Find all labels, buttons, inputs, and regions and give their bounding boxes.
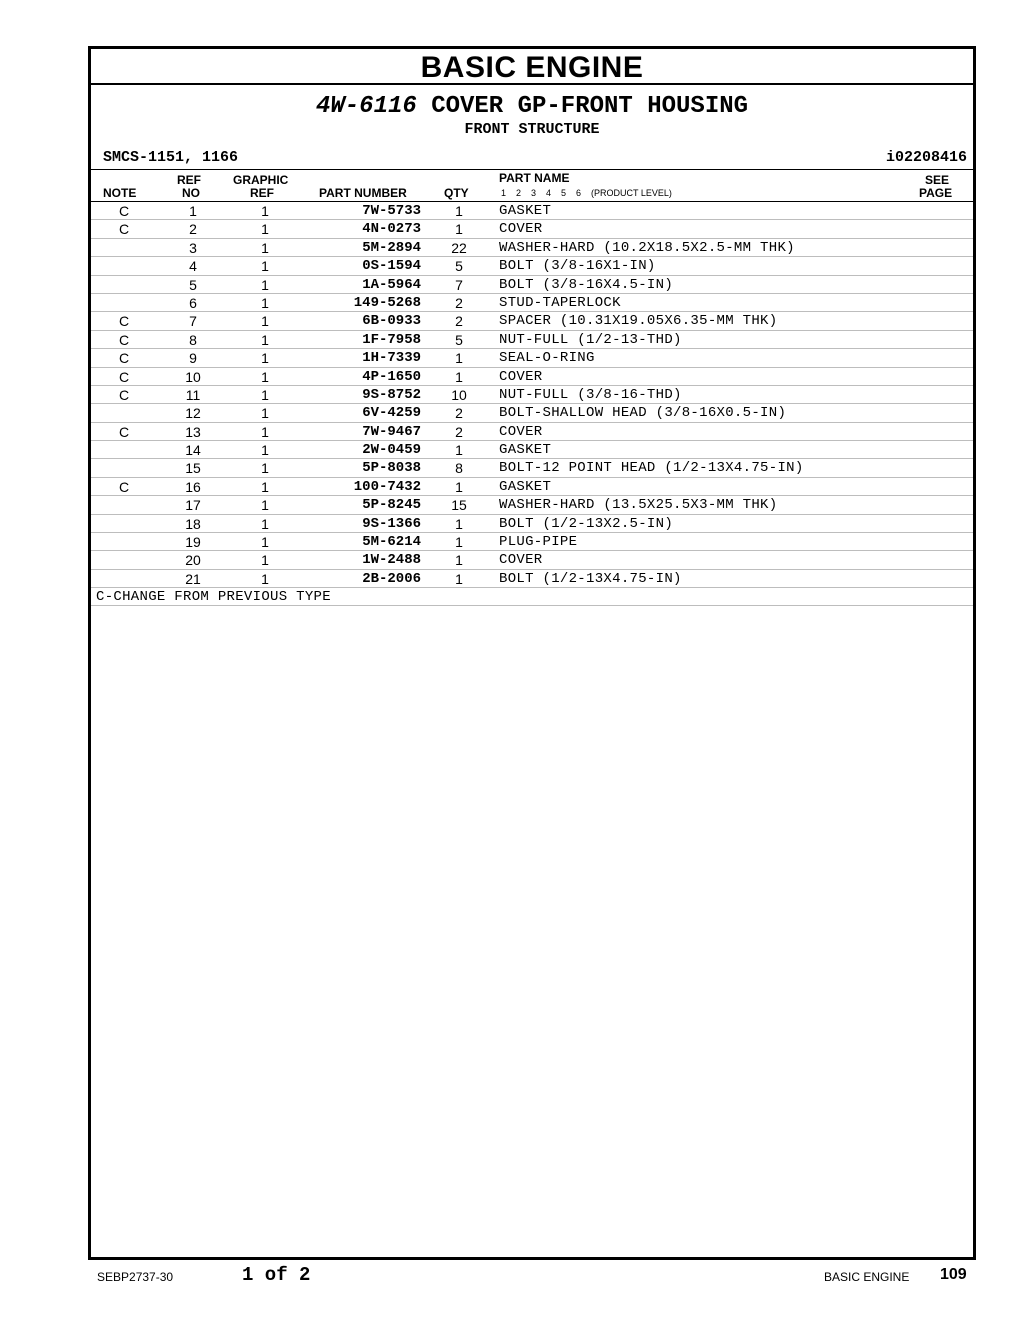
part-number-cell: 5M-6214 (362, 534, 421, 551)
qty-cell: 1 (455, 221, 463, 238)
footer-doc-id: SEBP2737-30 (97, 1270, 174, 1284)
table-row (91, 533, 973, 551)
graphic-ref-cell: 1 (261, 221, 269, 238)
graphic-ref-cell: 1 (261, 239, 269, 256)
part-number-cell: 2B-2006 (362, 570, 421, 587)
note-cell: C (118, 203, 130, 219)
part-number-cell: 149-5268 (353, 294, 421, 311)
qty-cell: 2 (455, 405, 463, 422)
ref-no-cell: 14 (185, 442, 201, 459)
qty-cell: 22 (451, 239, 467, 256)
qty-cell: 7 (455, 276, 463, 293)
graphic-ref-cell: 1 (261, 405, 269, 422)
part-name-cell: BOLT (1/2-13X2.5-IN) (499, 515, 674, 532)
part-number-cell: 100-7432 (353, 478, 421, 495)
qty-cell: 1 (455, 368, 463, 385)
part-number-cell: 5M-2894 (362, 239, 421, 256)
part-name-cell: BOLT-SHALLOW HEAD (3/8-16X0.5-IN) (499, 405, 787, 422)
qty-cell: 8 (455, 460, 463, 477)
header-part-name: PART NAME (499, 171, 570, 185)
header-see-bottom: PAGE (919, 186, 953, 200)
graphic-ref-cell: 1 (261, 534, 269, 551)
part-number-cell: 1A-5964 (362, 276, 421, 293)
part-name-cell: SEAL-O-RING (499, 350, 595, 367)
part-name-cell: COVER (499, 552, 543, 569)
graphic-ref-cell: 1 (261, 497, 269, 514)
part-number-cell: 2W-0459 (362, 442, 421, 459)
note-cell: C (118, 386, 130, 403)
graphic-ref-cell: 1 (261, 552, 269, 569)
table-row (91, 441, 973, 459)
qty-cell: 10 (451, 386, 467, 403)
header-graphic-bottom: REF (250, 186, 274, 200)
group-part-number: 4W-6116 (315, 93, 417, 120)
part-name-cell: BOLT (3/8-16X1-IN) (499, 258, 656, 275)
part-name-cell: BOLT (1/2-13X4.75-IN) (499, 570, 682, 587)
qty-cell: 1 (455, 203, 463, 219)
qty-cell: 1 (455, 442, 463, 459)
part-name-cell: SPACER (10.31X19.05X6.35-MM THK) (499, 313, 778, 330)
part-name-cell: NUT-FULL (3/8-16-THD) (499, 386, 682, 403)
table-row (91, 239, 973, 257)
part-number-cell: 5P-8038 (362, 460, 421, 477)
qty-cell: 2 (455, 313, 463, 330)
qty-cell: 5 (455, 331, 463, 348)
part-name-cell: PLUG-PIPE (499, 534, 578, 551)
part-name-cell: NUT-FULL (1/2-13-THD) (499, 331, 682, 348)
table-row (91, 551, 973, 569)
part-number-cell: 6B-0933 (362, 313, 421, 330)
part-number-cell: 5P-8245 (362, 497, 421, 514)
group-title (91, 93, 973, 121)
part-number-cell: 7W-9467 (362, 423, 421, 440)
table-row (91, 404, 973, 422)
part-number-cell: 6V-4259 (362, 405, 421, 422)
table-row (91, 478, 973, 496)
ref-no-cell: 7 (189, 313, 197, 330)
group-subtitle: FRONT STRUCTURE (464, 121, 600, 138)
table-row (91, 459, 973, 477)
part-name-cell: GASKET (499, 203, 552, 219)
part-name-cell: WASHER-HARD (13.5X25.5X3-MM THK) (499, 497, 778, 514)
header-qty: QTY (444, 186, 469, 200)
table-row (91, 368, 973, 386)
graphic-ref-cell: 1 (261, 313, 269, 330)
graphic-ref-cell: 1 (261, 515, 269, 532)
graphic-ref-cell: 1 (261, 442, 269, 459)
qty-cell: 1 (455, 515, 463, 532)
section-title: BASIC ENGINE (91, 49, 973, 85)
table-row (91, 386, 973, 404)
table-row (91, 312, 973, 330)
ref-no-cell: 2 (189, 221, 197, 238)
table-row (91, 570, 973, 588)
ref-no-cell: 16 (185, 478, 201, 495)
graphic-ref-cell: 1 (261, 460, 269, 477)
part-name-cell: WASHER-HARD (10.2X18.5X2.5-MM THK) (499, 239, 795, 256)
part-number-cell: 9S-1366 (362, 515, 421, 532)
footer-section: BASIC ENGINE (824, 1270, 910, 1284)
table-row (91, 496, 973, 514)
illustration-id: i02208416 (885, 149, 967, 166)
ref-no-cell: 20 (185, 552, 201, 569)
part-name-cell: COVER (499, 368, 543, 385)
qty-cell: 1 (455, 534, 463, 551)
qty-cell: 2 (455, 423, 463, 440)
table-row (91, 202, 973, 220)
part-number-cell: 9S-8752 (362, 386, 421, 403)
part-name-cell: GASKET (499, 442, 552, 459)
note-cell: C (118, 368, 130, 385)
qty-cell: 1 (455, 350, 463, 367)
footer-page-of: 1 of 2 (242, 1264, 311, 1286)
graphic-ref-cell: 1 (261, 386, 269, 403)
page-frame (88, 46, 976, 1260)
ref-no-cell: 5 (189, 276, 197, 293)
table-row (91, 423, 973, 441)
graphic-ref-cell: 1 (261, 570, 269, 587)
header-ref-top: REF (177, 173, 201, 187)
ref-no-cell: 17 (185, 497, 201, 514)
table-row (91, 220, 973, 238)
note-cell: C (118, 313, 130, 330)
graphic-ref-cell: 1 (261, 258, 269, 275)
ref-no-cell: 12 (185, 405, 201, 422)
ref-no-cell: 4 (189, 258, 197, 275)
qty-cell: 5 (455, 258, 463, 275)
ref-no-cell: 8 (189, 331, 197, 348)
graphic-ref-cell: 1 (261, 368, 269, 385)
part-number-cell: 7W-5733 (362, 203, 421, 219)
qty-cell: 15 (451, 497, 467, 514)
smcs-code: SMCS-1151, 1166 (103, 149, 239, 166)
footer-page-number: 109 (940, 1266, 967, 1283)
group-name: COVER GP-FRONT HOUSING (431, 93, 749, 120)
ref-no-cell: 11 (185, 386, 201, 403)
header-see-top: SEE (925, 173, 950, 187)
ref-no-cell: 10 (185, 368, 201, 385)
part-name-cell: BOLT-12 POINT HEAD (1/2-13X4.75-IN) (499, 460, 804, 477)
header-ref-bottom: NO (182, 186, 200, 200)
page-footer (0, 1262, 1020, 1292)
part-number-cell: 4P-1650 (362, 368, 421, 385)
part-number-cell: 0S-1594 (362, 258, 421, 275)
part-name-cell: BOLT (3/8-16X4.5-IN) (499, 276, 674, 293)
ref-no-cell: 9 (189, 350, 197, 367)
graphic-ref-cell: 1 (261, 203, 269, 219)
ref-no-cell: 18 (185, 515, 201, 532)
table-row (91, 257, 973, 275)
table-row (91, 276, 973, 294)
note-cell: C (118, 423, 130, 440)
ref-no-cell: 13 (185, 423, 201, 440)
part-number-cell: 1F-7958 (362, 331, 421, 348)
part-name-cell: COVER (499, 221, 543, 238)
part-number-cell: 4N-0273 (362, 221, 421, 238)
graphic-ref-cell: 1 (261, 423, 269, 440)
table-row (91, 515, 973, 533)
footnote: C-CHANGE FROM PREVIOUS TYPE (91, 588, 973, 606)
header-note: NOTE (103, 186, 137, 200)
qty-cell: 2 (455, 294, 463, 311)
header-graphic-top: GRAPHIC (233, 173, 289, 187)
smcs-row (91, 147, 973, 170)
ref-no-cell: 6 (189, 294, 197, 311)
ref-no-cell: 21 (185, 570, 201, 587)
qty-cell: 1 (455, 552, 463, 569)
graphic-ref-cell: 1 (261, 350, 269, 367)
ref-no-cell: 15 (185, 460, 201, 477)
note-cell: C (118, 221, 130, 238)
part-number-cell: 1H-7339 (362, 350, 421, 367)
ref-no-cell: 3 (189, 239, 197, 256)
qty-cell: 1 (455, 478, 463, 495)
graphic-ref-cell: 1 (261, 478, 269, 495)
header-product-levels: 1 2 3 4 5 6 (PRODUCT LEVEL) (501, 188, 672, 198)
graphic-ref-cell: 1 (261, 276, 269, 293)
graphic-ref-cell: 1 (261, 294, 269, 311)
ref-no-cell: 1 (189, 203, 197, 219)
parts-table (91, 202, 973, 588)
part-number-cell: 1W-2488 (362, 552, 421, 569)
table-header (91, 170, 973, 202)
header-part-number: PART NUMBER (319, 186, 407, 200)
note-cell: C (118, 350, 130, 367)
part-name-cell: STUD-TAPERLOCK (499, 294, 621, 311)
ref-no-cell: 19 (185, 534, 201, 551)
part-name-cell: GASKET (499, 478, 552, 495)
table-row (91, 294, 973, 312)
table-row (91, 331, 973, 349)
graphic-ref-cell: 1 (261, 331, 269, 348)
qty-cell: 1 (455, 570, 463, 587)
note-cell: C (118, 331, 130, 348)
part-name-cell: COVER (499, 423, 543, 440)
table-row (91, 349, 973, 367)
note-cell: C (118, 478, 130, 495)
